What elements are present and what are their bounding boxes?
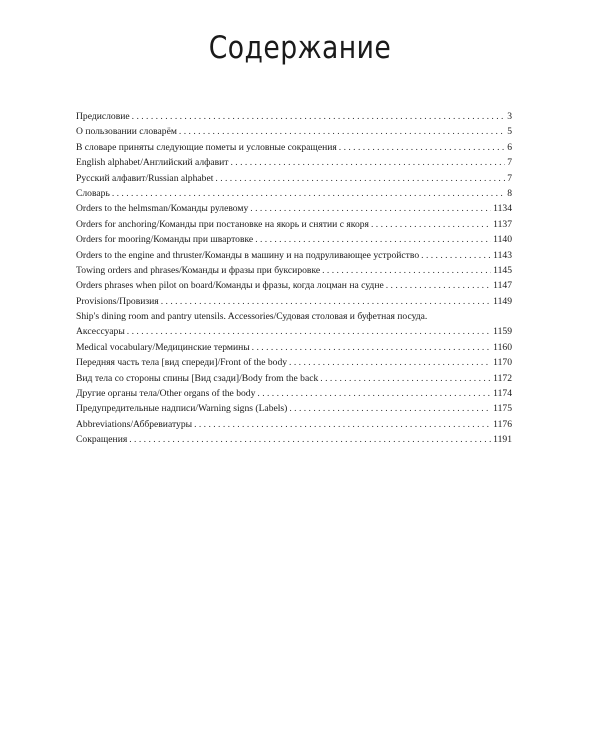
toc-entry bbox=[76, 417, 512, 432]
toc-entry-label: Medical vocabulary/Медицинские термины bbox=[76, 341, 250, 353]
toc-entry-label: Словарь bbox=[76, 187, 110, 199]
toc-entry bbox=[76, 248, 512, 263]
toc-entry-label: Предисловие bbox=[76, 111, 130, 122]
toc-entry-label: English alphabet/Английский алфавит bbox=[76, 157, 229, 169]
toc-entry-label: Orders to the helmsman/Команды рулевому bbox=[76, 203, 249, 215]
toc-leader-dots bbox=[289, 401, 491, 416]
toc-leader-dots bbox=[231, 155, 506, 170]
toc-entry-page: 1176 bbox=[493, 418, 512, 430]
toc-entry-page: 1137 bbox=[493, 218, 512, 230]
toc-entry-page: 1149 bbox=[493, 295, 512, 307]
table-of-contents bbox=[76, 109, 512, 448]
toc-entry-page: 1140 bbox=[493, 234, 512, 246]
toc-leader-dots bbox=[339, 140, 505, 155]
toc-leader-dots bbox=[322, 263, 491, 278]
toc-entry bbox=[76, 324, 512, 339]
toc-entry-page: 1145 bbox=[493, 264, 512, 276]
toc-entry-label: Orders phrases when pilot on board/Команды и фразы, когда лоцман на судне bbox=[76, 280, 384, 292]
toc-entry-label: Abbreviations/Аббревиатуры bbox=[76, 418, 193, 430]
toc-leader-dots bbox=[179, 124, 505, 139]
toc-entry bbox=[76, 217, 512, 232]
toc-entry bbox=[76, 371, 512, 386]
toc-entry bbox=[76, 232, 512, 247]
toc-entry-page: 3 bbox=[507, 111, 512, 122]
toc-entry bbox=[76, 401, 512, 416]
toc-entry bbox=[76, 278, 512, 293]
toc-entry bbox=[76, 186, 512, 201]
toc-entry bbox=[76, 124, 512, 139]
toc-entry bbox=[76, 386, 512, 401]
toc-entry bbox=[76, 109, 512, 124]
toc-entry-page: 1159 bbox=[493, 326, 512, 338]
toc-entry-label: Русский алфавит/Russian alphabet bbox=[76, 172, 214, 184]
toc-entry-page: 1134 bbox=[493, 203, 512, 215]
toc-leader-dots bbox=[161, 294, 491, 309]
toc-entry-label: О пользовании словарём bbox=[76, 126, 177, 138]
toc-entry-page: 1191 bbox=[493, 434, 512, 446]
toc-entry bbox=[76, 201, 512, 216]
toc-entry-label: Towing orders and phrases/Команды и фразы при буксировке bbox=[76, 264, 321, 276]
toc-entry bbox=[76, 263, 512, 278]
toc-entry-label: Orders for mooring/Команды при швартовке bbox=[76, 234, 254, 246]
toc-entry-label: Сокращения bbox=[76, 434, 128, 446]
toc-entry-page: 1147 bbox=[493, 280, 512, 292]
toc-entry-page: 1174 bbox=[493, 388, 512, 400]
toc-entry bbox=[76, 171, 512, 186]
toc-leader-dots bbox=[252, 340, 491, 355]
toc-entry-page: 1175 bbox=[493, 403, 512, 415]
toc-leader-dots bbox=[289, 355, 491, 370]
toc-entry-page: 1160 bbox=[493, 341, 512, 353]
toc-leader-dots bbox=[371, 217, 491, 232]
toc-entry-page: 7 bbox=[507, 172, 512, 184]
toc-entry bbox=[76, 140, 512, 155]
toc-entry bbox=[76, 432, 512, 447]
toc-entry-label: Provisions/Провизия bbox=[76, 295, 159, 307]
toc-leader-dots bbox=[215, 171, 505, 186]
toc-leader-dots bbox=[386, 278, 491, 293]
toc-entry-label: Предупредительные надписи/Warning signs (Labels) bbox=[76, 403, 288, 415]
toc-leader-dots bbox=[421, 248, 491, 263]
toc-leader-dots bbox=[257, 386, 491, 401]
page-title: Содержание bbox=[208, 30, 392, 66]
toc-entry bbox=[76, 155, 512, 170]
toc-entry-page: 1172 bbox=[493, 372, 512, 384]
toc-leader-dots bbox=[320, 371, 491, 386]
toc-entry-label: В словаре приняты следующие пометы и условные сокращения bbox=[76, 141, 337, 153]
toc-leader-dots bbox=[255, 232, 491, 247]
toc-leader-dots bbox=[250, 201, 491, 216]
toc-entry bbox=[76, 355, 512, 370]
toc-leader-dots bbox=[129, 432, 491, 447]
toc-entry-page: 1143 bbox=[493, 249, 512, 261]
toc-entry-label: Orders for anchoring/Команды при постановке на якорь и снятии с якоря bbox=[76, 218, 369, 230]
toc-entry-page: 1170 bbox=[493, 357, 512, 369]
toc-entry bbox=[76, 340, 512, 355]
toc-leader-dots bbox=[194, 417, 491, 432]
toc-entry-label: Передняя часть тела [вид спереди]/Front of the body bbox=[76, 357, 288, 369]
toc-entry-page: 5 bbox=[507, 126, 512, 138]
toc-entry-label: Orders to the engine and thruster/Команды в машину и на подруливающее устройство bbox=[76, 249, 420, 261]
toc-entry bbox=[76, 294, 512, 309]
toc-entry-page: 8 bbox=[507, 187, 512, 199]
toc-leader-dots bbox=[112, 186, 505, 201]
toc-entry-label-first-line: Ship's dining room and pantry utensils. Accessories/Судовая столовая и буфетная посуда. bbox=[76, 311, 428, 323]
toc-entry-page: 7 bbox=[507, 157, 512, 169]
toc-leader-dots bbox=[132, 109, 506, 124]
toc-entry-label: Другие органы тела/Other organs of the body bbox=[76, 388, 256, 400]
toc-entry-label: Аксессуары bbox=[76, 326, 125, 338]
toc-entry-label: Вид тела со стороны спины [Вид сзади]/Body from the back bbox=[76, 372, 319, 384]
toc-entry-page: 6 bbox=[507, 141, 512, 153]
toc-leader-dots bbox=[127, 324, 491, 339]
